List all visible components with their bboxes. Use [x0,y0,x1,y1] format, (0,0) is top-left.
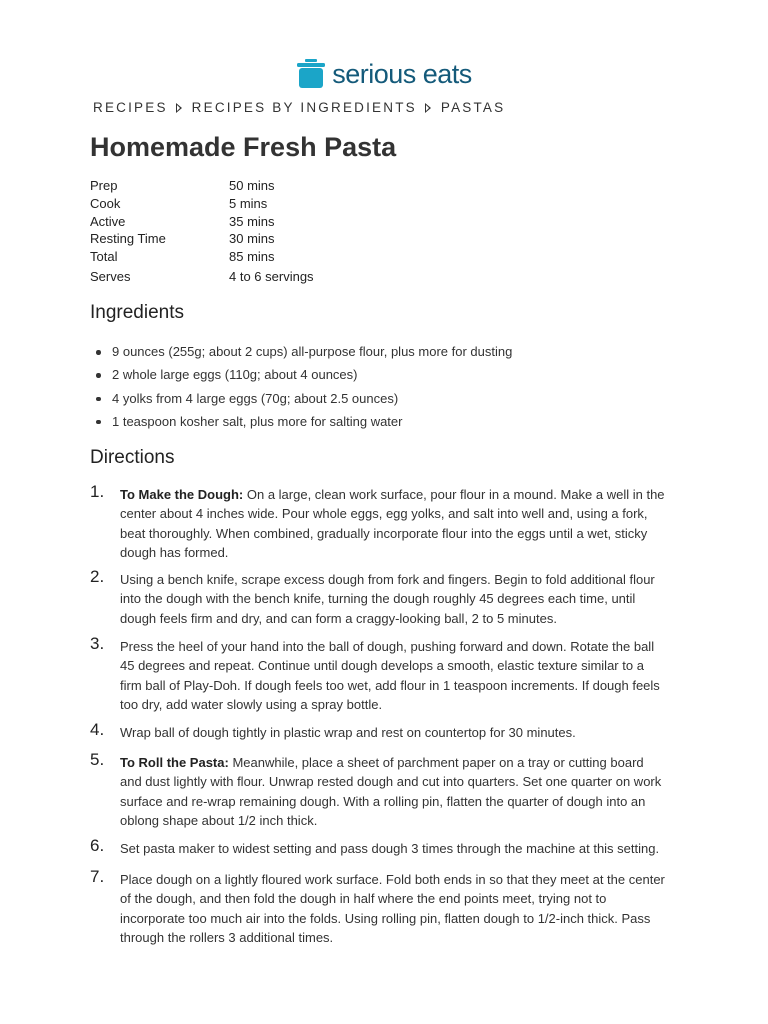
time-label: Serves [90,269,131,284]
step-number: 5. [90,750,105,769]
time-label: Total [90,249,118,264]
page-title: Homemade Fresh Pasta [90,132,397,162]
recipe-times [90,178,314,287]
step-number: 6. [90,836,105,855]
breadcrumb-item-pastas[interactable]: PASTAS [440,100,506,115]
ingredients-list [90,343,512,436]
time-row-serves [90,269,314,287]
time-label: Prep [90,178,118,193]
time-value: 35 mins [229,214,275,229]
direction-step [90,634,680,715]
breadcrumb [93,100,505,115]
step-text: Set pasta maker to widest setting and pass dough 3 times through the machine at this setting. [120,841,660,856]
step-text: Using a bench knife, scrape excess dough from fork and fingers. Begin to fold additional flour into the dough with the bench knife, turning the dough roughly 45 degrees each time, until dough feels firm and dry, and can form a craggy-looking ball, 2 to 5 minutes. [120,572,655,626]
direction-step [90,720,680,742]
step-number: 7. [90,867,105,886]
directions-heading: Directions [90,447,175,468]
direction-step [90,836,680,858]
time-value: 85 mins [229,249,275,264]
direction-step [90,567,680,628]
time-row-resting [90,231,314,249]
time-row-prep [90,178,314,196]
time-value: 4 to 6 servings [229,269,314,284]
time-row-total [90,249,314,269]
step-text: On a large, clean work surface, pour flour in a mound. Make a well in the center about 4 inches wide. Pour whole eggs, egg yolks, and salt into well and, using a fork, beat thoroughly. When combined, gradually incorporate flour into the eggs until a wet, sticky dough has formed. [120,487,665,561]
breadcrumb-separator-icon [425,103,431,113]
breadcrumb-separator-icon [176,103,182,113]
site-logo[interactable] [0,58,768,90]
direction-step [90,750,680,831]
time-value: 50 mins [229,178,275,193]
ingredient-item: 2 whole large eggs (110g; about 4 ounces) [90,366,512,389]
step-text: Meanwhile, place a sheet of parchment paper on a tray or cutting board and dust lightly with flour. Unwrap rested dough and cut into quarters. Set one quarter on work surface and re-wrap remaining dough. With a rolling pin, flatten the quarter of dough into an oblong shape about 1/2 inch thick. [120,755,662,829]
ingredients-heading: Ingredients [90,302,185,323]
time-value: 5 mins [229,196,268,211]
breadcrumb-item-recipes-by-ingredients[interactable]: RECIPES BY INGREDIENTS [191,100,417,115]
time-row-cook [90,196,314,214]
brand-name: serious eats [332,58,472,89]
ingredient-item: 4 yolks from 4 large eggs (70g; about 2.5 ounces) [90,390,512,413]
step-lead: To Roll the Pasta: [120,755,229,770]
step-number: 2. [90,567,105,586]
ingredient-item: 9 ounces (255g; about 2 cups) all-purpose flour, plus more for dusting [90,343,512,366]
step-number: 4. [90,720,105,739]
step-lead: To Make the Dough: [120,487,244,502]
ingredient-item: 1 teaspoon kosher salt, plus more for salting water [90,413,512,436]
cooking-pot-icon [296,58,326,90]
step-number: 1. [90,482,105,501]
time-label: Active [90,214,126,229]
breadcrumb-item-recipes[interactable]: RECIPES [93,100,168,115]
time-value: 30 mins [229,231,275,246]
time-label: Resting Time [90,231,166,246]
time-row-active [90,214,314,231]
step-number: 3. [90,634,105,653]
step-text: Press the heel of your hand into the ball of dough, pushing forward and down. Rotate the ball 45 degrees and repeat. Continue until dough develops a smooth, elastic texture similar to a firm ball of Play-Doh. If dough feels too wet, add flour in 1 teaspoon increments. If dough feels too dry, add water slowly using a spray bottle. [120,639,660,713]
step-text: Place dough on a lightly floured work surface. Fold both ends in so that they meet at the center of the dough, and then fold the dough in half where the end points meet, trying not to incorporate too much air into the folds. Using rolling pin, flatten dough to 1/2-inch thick. Pass through the rollers 3 additional times. [120,872,665,946]
direction-step [90,867,680,948]
time-label: Cook [90,196,121,211]
direction-step [90,482,680,563]
step-text: Wrap ball of dough tightly in plastic wrap and rest on countertop for 30 minutes. [120,725,576,740]
